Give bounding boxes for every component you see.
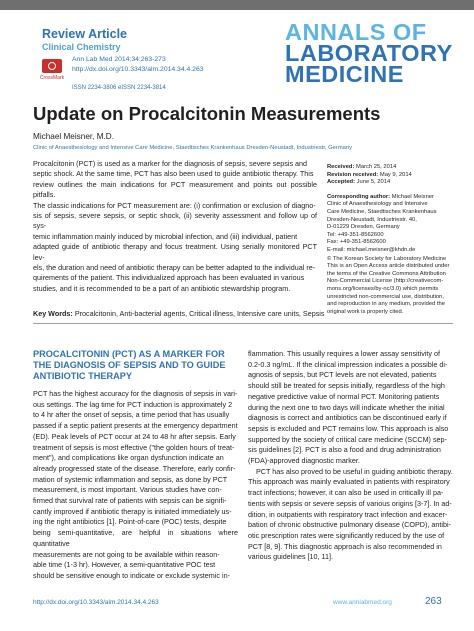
correspondence-email[interactable]: E-mail: michael.meisner@khdn.de: [327, 246, 416, 253]
correspondence-line: [327, 194, 452, 202]
abstract-line: Procalcitonin (PCT) is used as a marker for the diagnosis of sepsis, severe sepsis and: [33, 159, 308, 168]
body-line: mation of systemic inflammation and sepsis, as done by PCT: [33, 474, 228, 484]
body-line: already progressed state of the disease. Therefore, early confir-: [33, 463, 236, 473]
citation-line: Ann Lab Med 2014;34:263-273: [72, 56, 166, 63]
body-line: PCT has the highest accuracy for the diagnosis of sepsis in vari-: [33, 389, 238, 398]
body-line: being semi-quantitative, are helpful in situations where quantitative: [33, 528, 238, 548]
page-number: 263: [425, 596, 442, 607]
body-line: dition, in outpatients with respiratory tract infection and exacer-: [248, 509, 448, 519]
keywords-text: Procalcitonin, Anti-bacterial agents, Critical illness, Intensive care units, Sepsis: [74, 309, 325, 318]
correspondence-name: Michael Meisner: [391, 193, 434, 200]
abstract-line: adapted guide of antibiotic therapy and focus treatment. Using serially monitored PCT lev-: [33, 242, 317, 262]
body-line: diagnosis is correct and antibiotics can be discontinued early if: [248, 413, 447, 423]
keywords-label: Key Words:: [33, 309, 73, 318]
body-line: ous settings. The lag time for PCT induction is approximately 2: [33, 399, 233, 409]
body-line: ing the right antibiotics [1]. Point-of-care (POC) tests, despite: [33, 517, 227, 527]
journal-logo: [285, 19, 465, 87]
body-right-column: [248, 349, 453, 563]
body-line: tients with sepsis or severe sepsis of various origins [3-7]. In ad-: [248, 498, 452, 508]
correspondence-line: Dresden-Neustadt, Industriestr. 40,: [327, 216, 417, 223]
body-line: bation of chronic obstructive pulmonary disease (COPD), antibi-: [248, 520, 451, 530]
section-label: Clinical Chemistry: [42, 42, 121, 52]
body-line: measurements are not going to be available within reason-: [33, 549, 220, 559]
body-line: sepsis is excluded and PCT remains low. This approach is also: [248, 423, 449, 433]
date-value: May 9, 2014: [379, 171, 412, 178]
abstract-line: studies, and it is recommended to be a part of an antibiotic stewardship program.: [33, 283, 291, 293]
journal-logo-line: MEDICINE: [285, 61, 404, 87]
date-label: Received:: [327, 164, 355, 170]
license-line: © The Korean Society for Laboratory Medicine: [327, 255, 447, 262]
issn: ISSN 2234-3806 eISSN 2234-3814: [72, 85, 166, 91]
journal-logo-line: ANNALS OF: [285, 19, 427, 45]
body-left-column: [33, 389, 238, 582]
keywords: [33, 309, 325, 318]
footer-doi-link[interactable]: http://dx.doi.org/10.3343/alm.2014.34.4.263: [33, 599, 159, 606]
abstract-line: els, the duration and need of antibiotic therapy can be better adapted to the individual re-: [33, 263, 316, 273]
top-bar: [0, 0, 474, 10]
citation-doi-link[interactable]: http://dx.doi.org/10.3343/alm.2014.34.4.263: [72, 65, 204, 73]
body-line: treatment of sepsis is most effective ("the golden hours of treat-: [33, 442, 235, 452]
body-line: ment"), and complications like organ dysfunction indicate an: [33, 453, 224, 463]
abstract-line: temic inflammation mainly induced by microbial infection, and (iii) individual, patient: [33, 231, 298, 241]
body-line: during the next one to two days will indicate whether the initial: [248, 402, 445, 412]
body-line: sis guidelines [2]. PCT is also a food and drug administration: [248, 445, 441, 455]
article-type: Review Article: [42, 27, 127, 41]
body-line: (ED). Peak levels of PCT occur at 24 to 48 hr after sepsis. Early: [33, 431, 236, 441]
body-line: measurement, is most important. Various studies have con-: [33, 485, 222, 495]
author: Michael Meisner, M.D.: [33, 132, 114, 141]
license-line: This is an Open Access article distributed under: [327, 263, 450, 270]
correspondence: [327, 194, 452, 255]
body-line: PCT [8, 9]. This diagnostic approach is also recommended in: [248, 541, 442, 551]
correspondence-label: Corresponding author:: [327, 193, 391, 200]
license: [327, 256, 452, 317]
affiliation: Clinic of Anaesthesiology and Intensive Care Medicine, Staedtisches Krankenhaus Dresden-Neustadt, Industriestr, Germany: [33, 145, 352, 151]
section-heading: [33, 349, 233, 382]
abstract: [33, 159, 317, 294]
correspondence-line: Clinic of Anaesthesiology and Intensive: [327, 201, 428, 208]
body-line: should be sensitive enough to indicate or exclude systemic in-: [33, 570, 230, 580]
date-label: Revision received:: [327, 171, 379, 178]
abstract-line: review outlines the main indications for PCT measurement and points out possible pitfalls.: [33, 179, 317, 200]
correspondence-line: Care Medicine, Staedtisches Krankenhaus: [327, 208, 437, 215]
date-received: [327, 164, 452, 172]
article-title: Update on Procalcitonin Measurements: [33, 103, 381, 124]
body-line: otic prescription rates were significantly reduced by the use of: [248, 530, 445, 540]
abstract-line: septic shock. At the same time, PCT has also been used to guide antibiotic therapy. This: [33, 169, 314, 179]
body-line: able time (1-3 hr). However, a semi-quantitative POC test: [33, 560, 216, 570]
dates: [327, 164, 452, 187]
correspondence-line: D-01229 Dresden, Germany: [327, 224, 400, 231]
divider: [33, 323, 453, 324]
abstract-line: The classic indications for PCT measurement are: (i) confirmation or exclusion of diagno-: [33, 200, 316, 210]
citation: [72, 55, 204, 74]
body-line: various guidelines [10, 11].: [248, 552, 333, 562]
section-heading-line: THE DIAGNOSIS OF SEPSIS AND TO GUIDE: [33, 360, 226, 370]
sidebar-info: [327, 164, 452, 316]
body-line: 0.2-0.3 ng/mL. If the clinical impression indicates a possible di-: [248, 359, 448, 369]
section-heading-line: PROCALCITONIN (PCT) AS A MARKER FOR: [33, 349, 225, 359]
body-line: cantly improved if antibiotic therapy is initiated immediately us-: [33, 506, 232, 516]
body-line: (FDA)-approved diagnostic marker.: [248, 456, 360, 466]
journal-logo-line: LABORATORY: [285, 40, 453, 66]
body-line: should still be treated for sepsis initially, regardless of the high: [248, 381, 445, 391]
license-line: and reproduction in any medium, provided the: [327, 301, 445, 308]
body-line: to 4 hr after the onset of sepsis, a time period that has usually: [33, 410, 230, 420]
license-line: mons.org/licenses/by-nc/3.0) which permits: [327, 285, 439, 292]
date-revised: [327, 172, 452, 180]
abstract-line: sis of sepsis, severe sepsis, or septic shock, (ii) severity assessment and follow up of sys-: [33, 211, 317, 231]
abstract-line: quirements of the patient. This individualized approach has been evaluated in various: [33, 273, 305, 283]
body-line: supported by the society of critical care medicine (SCCM) sep-: [248, 434, 447, 444]
date-accepted: [327, 179, 452, 187]
correspondence-fax: Fax: +49-351-8562600: [327, 239, 386, 246]
body-line: firmed that survival rate of patients with sepsis can be signifi-: [33, 496, 227, 506]
license-line: the terms of the Creative Commons Attribution: [327, 270, 446, 277]
footer-site-link[interactable]: www.annlabmed.org: [333, 599, 392, 606]
license-line: unrestricted non-commercial use, distribution,: [327, 293, 444, 300]
license-line: Non-Commercial License (http://creativecom-: [327, 278, 444, 285]
crossmark-icon[interactable]: [42, 59, 62, 73]
correspondence-tel: Tel: +49-351-8562600: [327, 231, 384, 238]
section-heading-line: ANTIBIOTIC THERAPY: [33, 371, 133, 381]
body-line: This approach was mainly evaluated in patients with respiratory: [248, 477, 450, 487]
date-value: June 5, 2014: [356, 179, 391, 186]
body-line: tract infections; however, it can also be used in critically ill pa-: [248, 488, 444, 498]
body-line: passed if a septic patient presents at the emergency department: [33, 421, 238, 431]
body-line: PCT has also proved to be useful in guiding antibiotic therapy.: [256, 466, 453, 476]
date-label: Accepted:: [327, 179, 356, 186]
body-line: flammation. This usually requires a lower assay sensitivity of: [248, 349, 441, 358]
crossmark-label: CrossMark: [39, 75, 65, 81]
body-line: agnosis of sepsis, but PCT levels are not elevated, patients: [248, 370, 437, 380]
body-line: negative predictive value of normal PCT. Monitoring patients: [248, 391, 440, 401]
date-value: March 25, 2014: [356, 164, 397, 170]
license-line: original work is properly cited.: [327, 308, 404, 315]
